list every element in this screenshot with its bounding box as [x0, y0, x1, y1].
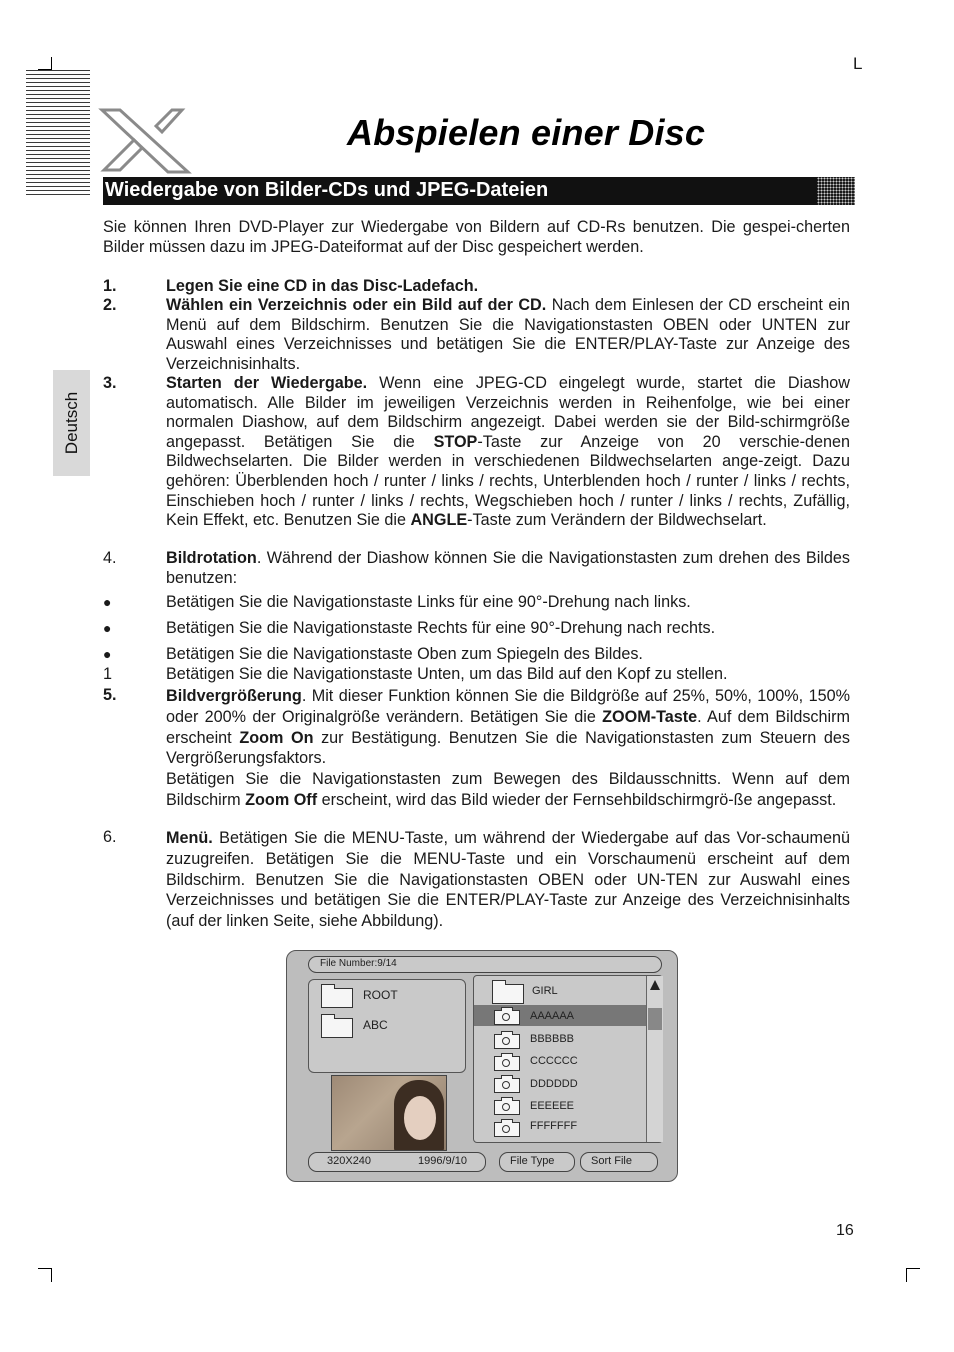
- step-number: 2.: [103, 296, 117, 314]
- crop-mark-bottom-right-v: [906, 1268, 907, 1282]
- step-4-extra: Betätigen Sie die Navigationstaste Unten, um das Bild auf den Kopf zu stellen.: [166, 665, 728, 683]
- file-number-bar: File Number:9/14: [308, 956, 662, 973]
- camera-icon: [494, 1010, 520, 1025]
- folder-icon: [321, 988, 353, 1008]
- resolution-text: 320X240: [327, 1155, 372, 1167]
- camera-icon: [494, 1100, 520, 1115]
- file-list-item[interactable]: BBBBBB: [530, 1033, 575, 1045]
- step-6: Menü. Betätigen Sie die MENU-Taste, um während der Wiedergabe auf das Vor-schaumenü zuzugreifen. Betätigen Sie die MENU-Taste und ein Vorschaumenü erscheint auf dem Bildschirm. Benutzen Sie die Navigationstasten OBEN oder UN-TEN zur Auswahl eines Verzeichnisses und betätigen Sie die ENTER/PLAY-Taste zur Anzeige des Verzeichnisinhalts (auf der linken Seite, siehe Abbildung).: [166, 829, 850, 931]
- file-list-panel: [473, 975, 663, 1143]
- bullet-dot: ●: [103, 620, 112, 636]
- camera-icon: [494, 1122, 520, 1137]
- step-number: 1.: [103, 277, 117, 295]
- decorative-stripes: [26, 70, 90, 198]
- step-2: Wählen ein Verzeichnis oder ein Bild auf der CD. Nach dem Einlesen der CD erscheint ein Menü auf dem Bildschirm. Benutzen Sie die Navigationstasten OBEN oder UNTEN zur Auswahl eines Verzeichnisses und betätigen Sie die ENTER/PLAY-Taste zur Anzeige des Verzeichnisinhalts.: [166, 296, 850, 373]
- face-shape: [404, 1096, 436, 1140]
- info-bar: [308, 1152, 486, 1172]
- step-number: 3.: [103, 374, 117, 392]
- step-5: Bildvergrößerung. Mit dieser Funktion können Sie die Bildgröße auf 25%, 50%, 100%, 150% oder 200% der Originalgröße verändern. Betätigen Sie die ZOOM-Taste. Auf dem Bildschirm erscheint Zoom On zur Bestätigung. Benutzen Sie die Navigationstasten zum Steuern des Vergrößerungsfaktors. Betätigen Sie die Navigationstasten zum Bewegen des Bildausschnitts. Wenn auf dem Bildschirm Zoom Off erscheint, wird das Bild wieder der Fernsehbildschirmgrö-ße angepasst.: [166, 687, 850, 809]
- folder-icon: [321, 1018, 353, 1038]
- camera-icon: [494, 1034, 520, 1049]
- file-list-item[interactable]: CCCCCC: [530, 1055, 578, 1067]
- step-3: Starten der Wiedergabe. Wenn eine JPEG-CD eingelegt wurde, startet die Diashow automatisch. Alle Bilder im jeweiligen Verzeichnis werden in Reihenfolge, wie bei einer normalen Diashow, auf dem Bildschirm angezeigt. Dabei werden sie der Bild-schirmgröße angepasst. Betätigen Sie die STOP-Taste zur Anzeige von 20 verschie-denen Bildwechselarten. Die Bilder werden in verschiedenen Bildwechselarten ange-zeigt. Dazu gehören: Überblenden hoch / runter / links / rechts, Unterblenden hoch / runter / links / rechts, Einschieben hoch / runter / links / rechts, Wegschieben hoch / runter / links / rechts, Zufällig, Kein Effekt, etc. Benutzen Sie die ANGLE-Taste zum Verändern der Bildwechselart.: [166, 374, 850, 530]
- date-text: 1996/9/10: [418, 1155, 467, 1167]
- sort-file-button[interactable]: Sort File: [580, 1152, 658, 1172]
- page-number: 16: [836, 1222, 854, 1239]
- step-number: 4.: [103, 549, 117, 567]
- step-1: Legen Sie eine CD in das Disc-Ladefach.: [166, 277, 479, 295]
- scrollbar-thumb[interactable]: [648, 1008, 662, 1030]
- file-list-item[interactable]: GIRL: [532, 985, 558, 997]
- bullet-dot: ●: [103, 646, 112, 662]
- crop-mark-bottom-right: [906, 1268, 920, 1269]
- folder-label[interactable]: ROOT: [363, 988, 398, 1002]
- folder-icon: [492, 984, 524, 1004]
- scrollbar-track[interactable]: [646, 976, 663, 1142]
- brand-x-logo: [96, 104, 200, 176]
- section-heading: Wiedergabe von Bilder-CDs und JPEG-Dateien: [105, 179, 549, 201]
- bullet-item: Betätigen Sie die Navigationstaste Oben zum Spiegeln des Bildes.: [166, 645, 643, 663]
- file-list-item-selected[interactable]: AAAAAA: [530, 1010, 575, 1022]
- corner-letter: L: [853, 54, 863, 73]
- step-number: 1: [103, 665, 113, 683]
- crop-mark-bottom-left-v: [51, 1268, 52, 1282]
- scroll-up-arrow-icon[interactable]: [650, 980, 660, 990]
- bullet-item: Betätigen Sie die Navigationstaste Links für eine 90°-Drehung nach links.: [166, 593, 691, 611]
- preview-menu-screen: [286, 950, 678, 1182]
- step-number: 6.: [103, 828, 117, 846]
- section-heading-bar: [103, 177, 855, 205]
- file-list-item[interactable]: EEEEEE: [530, 1100, 575, 1112]
- folder-panel: [308, 979, 466, 1073]
- language-side-tab: Deutsch: [53, 370, 90, 476]
- camera-icon: [494, 1056, 520, 1071]
- page-title: Abspielen einer Disc: [347, 112, 706, 153]
- file-type-button[interactable]: File Type: [499, 1152, 575, 1172]
- intro-paragraph: Sie können Ihren DVD-Player zur Wiedergabe von Bildern auf CD-Rs benutzen. Die gespei-cherten Bilder müssen dazu im JPEG-Dateiformat auf der Disc gespeichert werden.: [103, 218, 850, 256]
- folder-label[interactable]: ABC: [363, 1018, 388, 1032]
- camera-icon: [494, 1078, 520, 1093]
- bullet-dot: ●: [103, 594, 112, 610]
- crop-mark-bottom-left: [38, 1268, 52, 1269]
- halftone-dots: [817, 177, 855, 205]
- step-number: 5.: [103, 686, 117, 704]
- crop-mark-top-left-v: [51, 57, 52, 70]
- photo-thumbnail: [331, 1075, 447, 1151]
- step-4: Bildrotation. Während der Diashow können Sie die Navigationstasten zum drehen des Bildes benutzen:: [166, 549, 850, 587]
- file-list-item[interactable]: FFFFFFF: [530, 1120, 578, 1132]
- file-list-item[interactable]: DDDDDD: [530, 1078, 578, 1090]
- bullet-item: Betätigen Sie die Navigationstaste Rechts für eine 90°-Drehung nach rechts.: [166, 619, 716, 637]
